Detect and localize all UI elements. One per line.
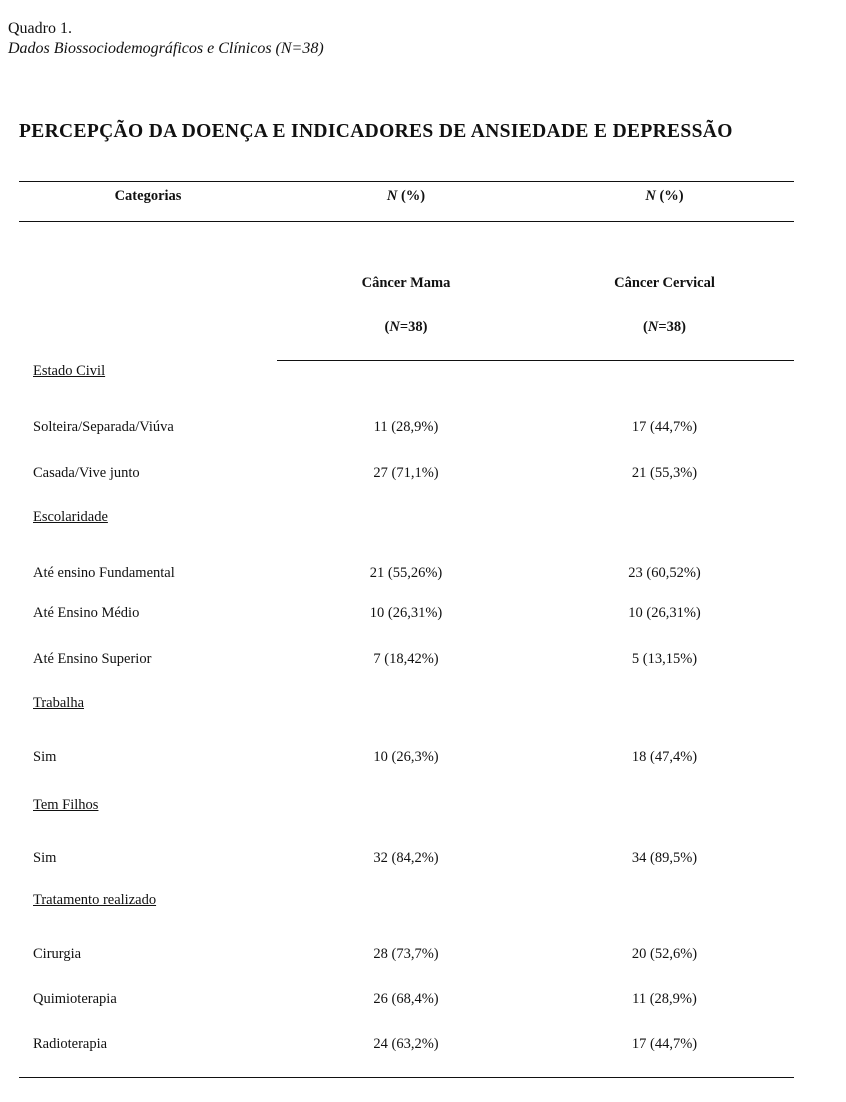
cell-mama: 21 (55,26%) [369, 565, 443, 581]
cell-cervical: 5 (13,15%) [631, 651, 698, 667]
header-bottom-rule [19, 221, 794, 222]
cell-mama: 24 (63,2%) [373, 1036, 439, 1052]
cell-mama: 27 (71,1%) [373, 465, 439, 481]
group-n-value: =38 [658, 319, 682, 335]
cell-mama: 32 (84,2%) [373, 850, 439, 866]
group-n-label: N [647, 319, 659, 335]
table-caption-label: Quadro 1. [8, 20, 72, 37]
table-top-rule [19, 181, 794, 182]
group-mama-n: (N=38) [384, 319, 428, 335]
cell-cervical: 10 (26,31%) [628, 605, 701, 621]
cell-mama: 28 (73,7%) [373, 946, 439, 962]
group-cervical-name: Câncer Cervical [614, 275, 715, 291]
table-bottom-rule [19, 1077, 794, 1078]
group-n-value: =38 [399, 319, 423, 335]
row-label: Sim [33, 850, 57, 866]
table-caption-title: Dados Biossociodemográficos e Clínicos (N=38) [8, 40, 324, 57]
header-n-label: N [645, 188, 656, 204]
row-label: Até Ensino Médio [33, 605, 140, 621]
cell-cervical: 20 (52,6%) [631, 946, 698, 962]
cell-mama: 11 (28,9%) [373, 419, 439, 435]
cell-mama: 7 (18,42%) [373, 651, 439, 667]
row-label: Cirurgia [33, 946, 82, 962]
header-n-pct-cervical [535, 187, 794, 205]
section-title-estado-civil: Estado Civil [33, 363, 106, 379]
cell-cervical: 18 (47,4%) [631, 749, 698, 765]
cell-cervical: 21 (55,3%) [631, 465, 698, 481]
row-label: Casada/Vive junto [33, 465, 140, 481]
row-label: Sim [33, 749, 57, 765]
cell-cervical: 11 (28,9%) [632, 991, 697, 1007]
cell-cervical: 17 (44,7%) [631, 1036, 698, 1052]
cell-cervical: 17 (44,7%) [631, 419, 698, 435]
row-label: Até Ensino Superior [33, 651, 152, 667]
row-label: Radioterapia [33, 1036, 108, 1052]
header-n-label: N [386, 188, 398, 204]
cell-mama: 10 (26,3%) [373, 749, 439, 765]
group-cervical-n: (N=38) [643, 319, 686, 335]
row-label: Solteira/Separada/Viúva [33, 419, 174, 435]
document-title: PERCEPÇÃO DA DOENÇA E INDICADORES DE ANSIEDADE E DEPRESSÃO [19, 121, 733, 142]
header-pct-label: (%) [397, 188, 426, 204]
row-label: Até ensino Fundamental [33, 565, 175, 581]
section-title-trabalha: Trabalha [33, 695, 85, 711]
header-categorias: Categorias [114, 188, 182, 204]
section-title-tem-filhos: Tem Filhos [33, 797, 99, 813]
section-title-escolaridade: Escolaridade [33, 509, 108, 525]
cell-cervical: 34 (89,5%) [631, 850, 698, 866]
cell-mama: 10 (26,31%) [369, 605, 443, 621]
cell-mama: 26 (68,4%) [373, 991, 439, 1007]
row-label: Quimioterapia [33, 991, 117, 1007]
section-title-tratamento: Tratamento realizado [33, 892, 157, 908]
group-mama-name: Câncer Mama [361, 275, 451, 291]
header-n-pct-mama [277, 187, 535, 205]
cell-cervical: 23 (60,52%) [628, 565, 701, 581]
group-n-label: N [389, 319, 400, 335]
group-header-rule [277, 360, 794, 361]
header-pct-label: (%) [655, 188, 684, 204]
